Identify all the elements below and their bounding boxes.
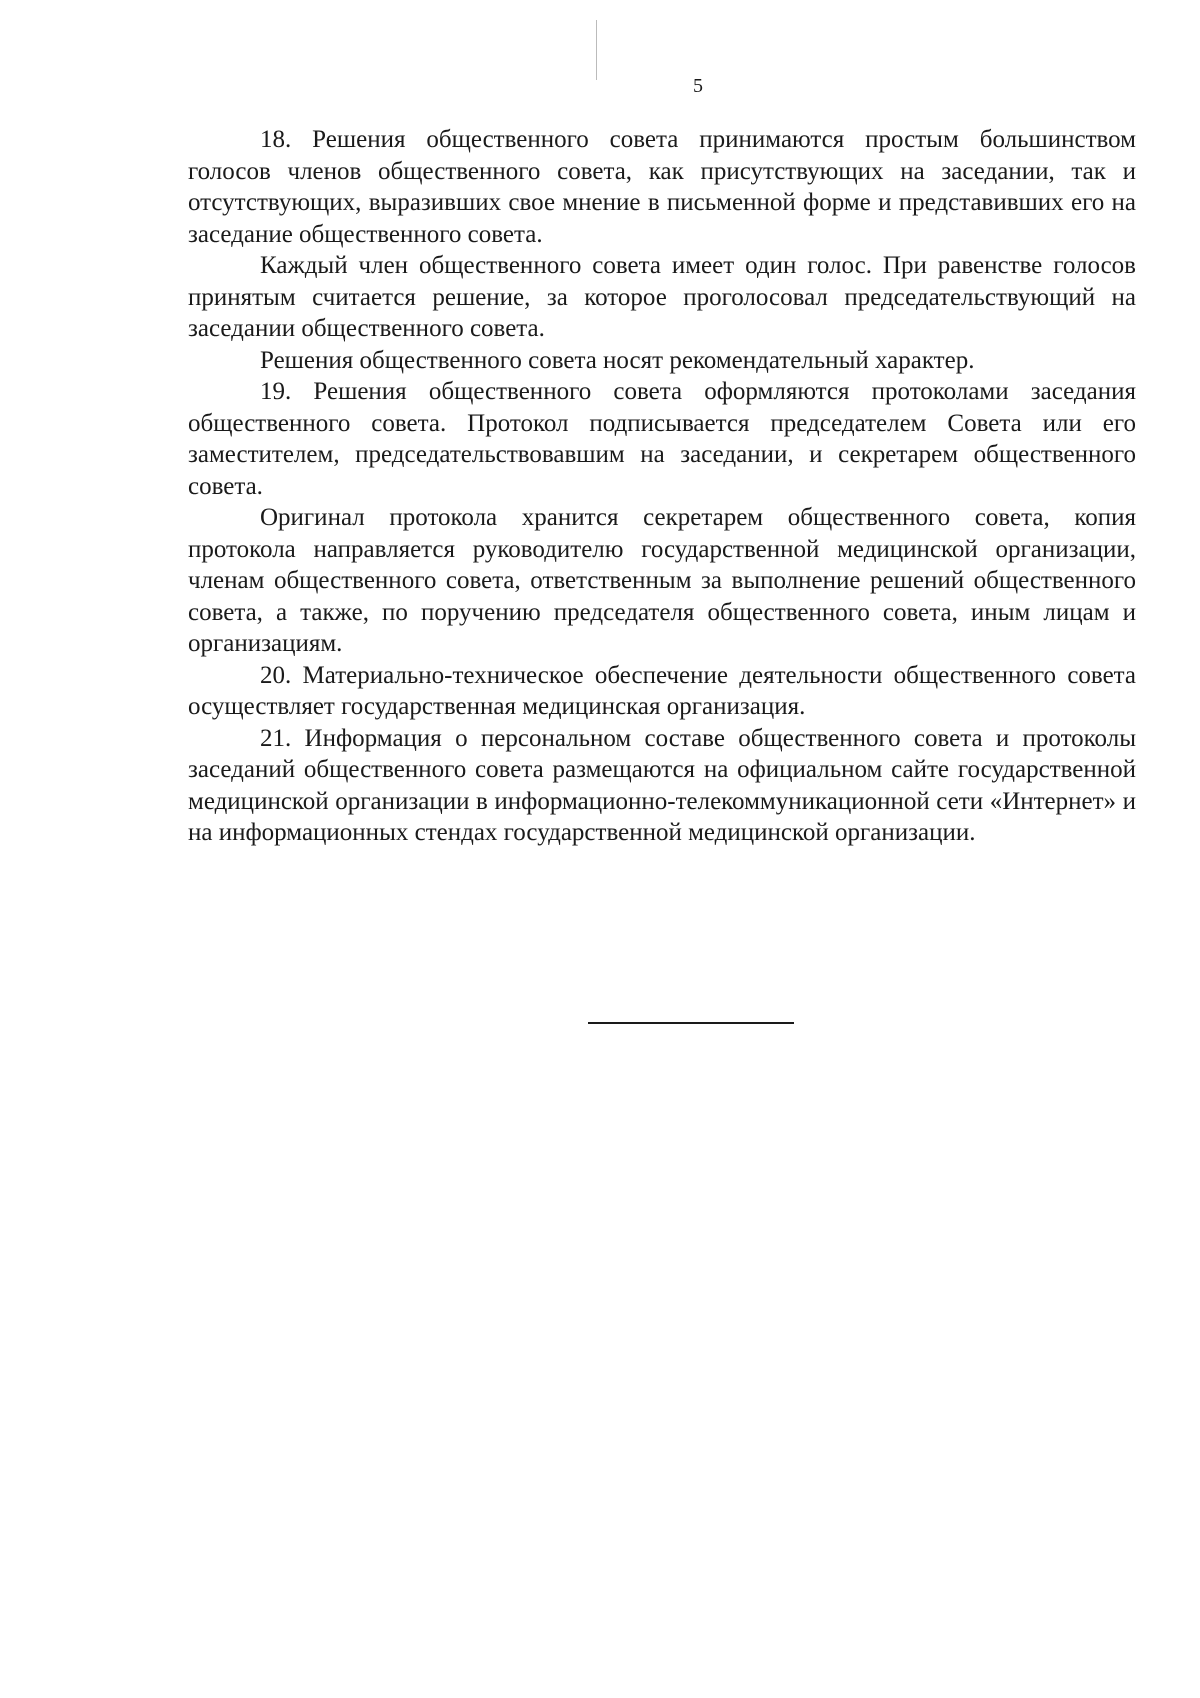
paragraph-18: 18. Решения общественного совета принимаются простым большинством голосов членов общественного совета, как присутствующих на заседании, так и отсутствующих, выразивших свое мнение в письменной форме и представивших его на заседание общественного совета.: [188, 126, 1136, 248]
paragraph-18-voting: Каждый член общественного совета имеет один голос. При равенстве голосов принятым считается решение, за которое проголосовал председательствующий на заседании общественного совета.: [188, 252, 1136, 342]
end-divider: [588, 1022, 794, 1024]
paragraph-20: 20. Материально-техническое обеспечение деятельности общественного совета осуществляет государственная медицинская организация.: [188, 661, 1136, 720]
page-number: 5: [693, 75, 703, 97]
scan-artifact: [596, 20, 597, 80]
paragraph-18-recommendation: Решения общественного совета носят рекомендательный характер.: [260, 346, 975, 374]
document-body: [188, 124, 1136, 849]
paragraph-19: 19. Решения общественного совета оформляются протоколами заседания общественного совета. Протокол подписывается председателем Совета или его заместителем, председательствовавшим на заседании, и секретарем общественного совета.: [188, 378, 1136, 500]
paragraph-21: 21. Информация о персональном составе общественного совета и протоколы заседаний общественного совета размещаются на официальном сайте государственной медицинской организации в информационно-телекоммуникационной сети «Интернет» и на информационных стендах государственной медицинской организации.: [188, 724, 1136, 846]
paragraph-19-original: Оригинал протокола хранится секретарем общественного совета, копия протокола направляется руководителю государственной медицинской организации, членам общественного совета, ответственным за выполнение решений общественного совета, а также, по поручению председателя общественного совета, иным лицам и организациям.: [188, 504, 1136, 657]
